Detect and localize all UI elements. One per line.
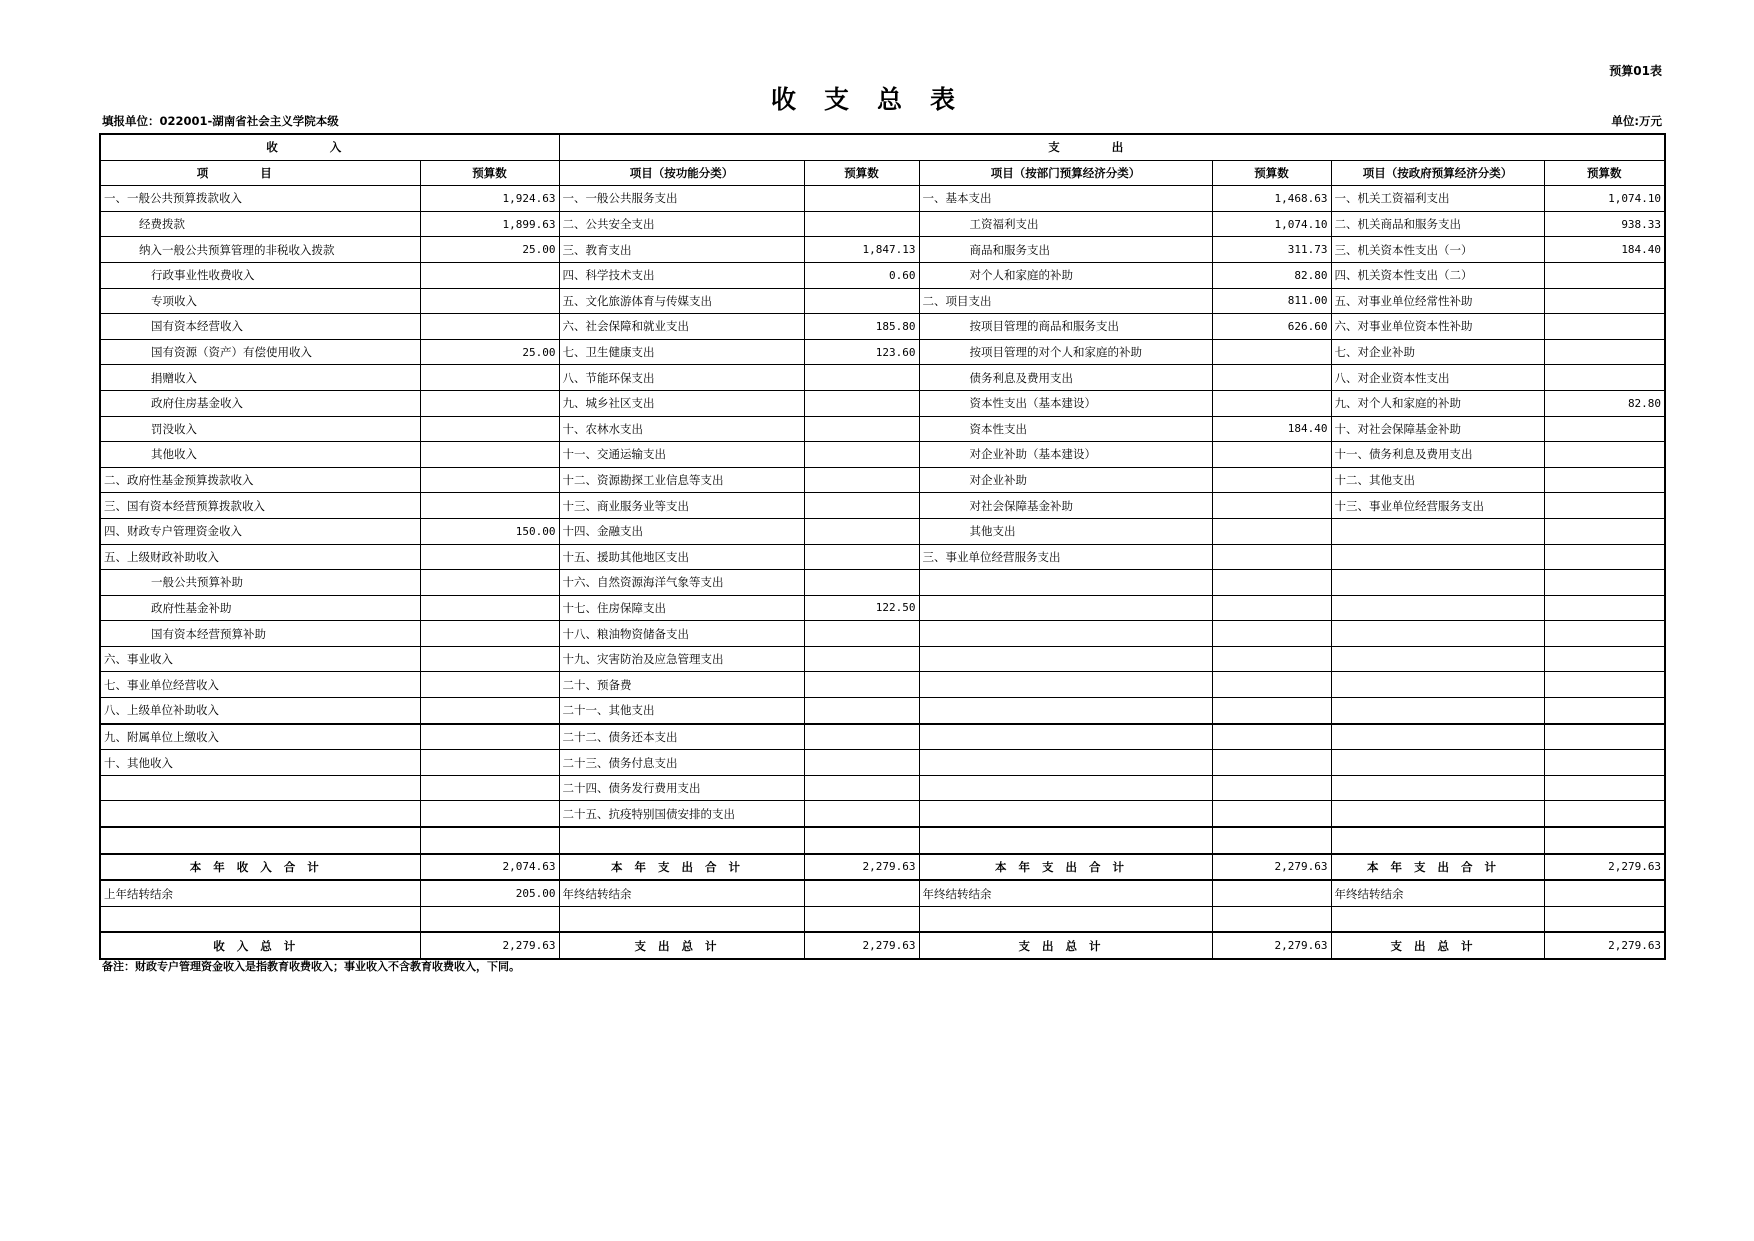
cell-income-amount <box>420 801 559 827</box>
carryover-row <box>100 880 1665 906</box>
cell-income-amount <box>420 775 559 801</box>
cell-dept-econ-amount <box>1212 880 1331 906</box>
cell-dept-econ-item: 年终结转结余 <box>919 880 1212 906</box>
cell-income-item: 十、其他收入 <box>100 750 420 776</box>
cell-gov-econ-item <box>1331 698 1544 724</box>
cell-gov-econ-item <box>1331 775 1544 801</box>
table-code: 预算01表 <box>1609 64 1662 78</box>
page-title: 收支总表 <box>770 85 983 114</box>
cell-dept-econ-item: 债务利息及费用支出 <box>919 365 1212 391</box>
cell-income-amount: 25.00 <box>420 237 559 263</box>
cell-gov-econ-amount: 1,074.10 <box>1544 186 1665 212</box>
cell-dept-econ-amount <box>1212 493 1331 519</box>
cell-income-item <box>100 906 420 932</box>
cell-function-item: 十一、交通运输支出 <box>559 442 804 468</box>
cell-function-amount <box>804 906 919 932</box>
grand-total-row <box>100 932 1665 959</box>
cell-dept-econ-amount <box>1212 467 1331 493</box>
cell-gov-econ-amount <box>1544 365 1665 391</box>
cell-gov-econ-amount <box>1544 314 1665 340</box>
cell-function-item <box>559 827 804 854</box>
cell-income-item: 政府住房基金收入 <box>100 390 420 416</box>
cell-gov-econ-item <box>1331 595 1544 621</box>
budget-summary-table <box>99 133 1666 960</box>
cell-function-item: 二十三、债务付息支出 <box>559 750 804 776</box>
cell-function-amount: 2,279.63 <box>804 854 919 881</box>
cell-income-item <box>100 775 420 801</box>
cell-function-item: 十二、资源勘探工业信息等支出 <box>559 467 804 493</box>
table-row <box>100 672 1665 698</box>
cell-function-amount <box>804 365 919 391</box>
cell-income-amount: 205.00 <box>420 880 559 906</box>
cell-dept-econ-amount <box>1212 518 1331 544</box>
cell-gov-econ-item: 十一、债务利息及费用支出 <box>1331 442 1544 468</box>
cell-gov-econ-item: 八、对企业资本性支出 <box>1331 365 1544 391</box>
cell-income-amount <box>420 570 559 596</box>
cell-income-item: 政府性基金补助 <box>100 595 420 621</box>
cell-income-amount <box>420 672 559 698</box>
cell-function-item: 四、科学技术支出 <box>559 262 804 288</box>
cell-function-item: 十六、自然资源海洋气象等支出 <box>559 570 804 596</box>
table-row <box>100 724 1665 750</box>
cell-dept-econ-amount <box>1212 621 1331 647</box>
cell-income-amount <box>420 646 559 672</box>
cell-function-item: 二十五、抗疫特别国债安排的支出 <box>559 801 804 827</box>
cell-dept-econ-item: 对企业补助（基本建设） <box>919 442 1212 468</box>
cell-dept-econ-item: 按项目管理的商品和服务支出 <box>919 314 1212 340</box>
cell-dept-econ-item <box>919 646 1212 672</box>
cell-gov-econ-amount <box>1544 698 1665 724</box>
cell-function-amount <box>804 880 919 906</box>
table-row <box>100 339 1665 365</box>
cell-dept-econ-item: 支出总计 <box>919 932 1212 959</box>
cell-gov-econ-amount <box>1544 544 1665 570</box>
cell-income-item: 罚没收入 <box>100 416 420 442</box>
col-header-gov-econ-amount: 预算数 <box>1544 160 1665 186</box>
cell-function-amount <box>804 724 919 750</box>
cell-income-item: 收入总计 <box>100 932 420 959</box>
cell-income-amount <box>420 442 559 468</box>
cell-income-amount: 150.00 <box>420 518 559 544</box>
cell-function-item: 三、教育支出 <box>559 237 804 263</box>
cell-gov-econ-amount: 2,279.63 <box>1544 854 1665 881</box>
cell-gov-econ-amount <box>1544 621 1665 647</box>
cell-gov-econ-item: 本年支出合计 <box>1331 854 1544 881</box>
cell-function-item: 六、社会保障和就业支出 <box>559 314 804 340</box>
cell-dept-econ-amount <box>1212 801 1331 827</box>
cell-gov-econ-amount <box>1544 493 1665 519</box>
cell-dept-econ-item: 工资福利支出 <box>919 211 1212 237</box>
cell-income-amount <box>420 467 559 493</box>
table-row <box>100 416 1665 442</box>
cell-function-item: 二十、预备费 <box>559 672 804 698</box>
cell-gov-econ-item: 五、对事业单位经常性补助 <box>1331 288 1544 314</box>
table-row <box>100 698 1665 724</box>
cell-income-amount <box>420 288 559 314</box>
cell-function-item: 十五、援助其他地区支出 <box>559 544 804 570</box>
table-row <box>100 467 1665 493</box>
cell-function-item: 十四、金融支出 <box>559 518 804 544</box>
cell-function-item: 九、城乡社区支出 <box>559 390 804 416</box>
table-row <box>100 211 1665 237</box>
cell-gov-econ-amount: 2,279.63 <box>1544 932 1665 959</box>
table-row <box>100 646 1665 672</box>
table-row <box>100 493 1665 519</box>
cell-dept-econ-amount: 2,279.63 <box>1212 854 1331 881</box>
cell-dept-econ-amount <box>1212 570 1331 596</box>
year-total-row <box>100 854 1665 881</box>
cell-income-amount: 2,074.63 <box>420 854 559 881</box>
cell-function-item: 本年支出合计 <box>559 854 804 881</box>
cell-dept-econ-amount: 811.00 <box>1212 288 1331 314</box>
table-row <box>100 365 1665 391</box>
cell-dept-econ-amount: 626.60 <box>1212 314 1331 340</box>
cell-dept-econ-amount: 1,468.63 <box>1212 186 1331 212</box>
table-row <box>100 442 1665 468</box>
cell-income-amount: 1,899.63 <box>420 211 559 237</box>
cell-dept-econ-amount <box>1212 442 1331 468</box>
cell-gov-econ-item <box>1331 724 1544 750</box>
cell-function-amount: 2,279.63 <box>804 932 919 959</box>
cell-gov-econ-item: 年终结转结余 <box>1331 880 1544 906</box>
table-row <box>100 262 1665 288</box>
cell-dept-econ-amount <box>1212 365 1331 391</box>
col-header-dept-econ-item: 项目（按部门预算经济分类） <box>919 160 1212 186</box>
cell-gov-econ-item: 九、对个人和家庭的补助 <box>1331 390 1544 416</box>
cell-dept-econ-item: 对社会保障基金补助 <box>919 493 1212 519</box>
cell-function-amount <box>804 288 919 314</box>
cell-dept-econ-item: 对企业补助 <box>919 467 1212 493</box>
col-header-function-amount: 预算数 <box>804 160 919 186</box>
cell-dept-econ-amount: 184.40 <box>1212 416 1331 442</box>
cell-dept-econ-item <box>919 672 1212 698</box>
cell-gov-econ-item: 十三、事业单位经营服务支出 <box>1331 493 1544 519</box>
cell-income-amount <box>420 698 559 724</box>
cell-function-item: 七、卫生健康支出 <box>559 339 804 365</box>
cell-gov-econ-item <box>1331 906 1544 932</box>
currency-unit: 单位:万元 <box>1611 114 1662 128</box>
table-row <box>100 237 1665 263</box>
cell-gov-econ-amount <box>1544 750 1665 776</box>
table-row <box>100 906 1665 932</box>
cell-gov-econ-amount <box>1544 775 1665 801</box>
cell-income-amount <box>420 365 559 391</box>
col-header-income-item: 项目 <box>100 160 420 186</box>
cell-income-item: 国有资源（资产）有偿使用收入 <box>100 339 420 365</box>
cell-function-item: 支出总计 <box>559 932 804 959</box>
cell-dept-econ-item <box>919 801 1212 827</box>
cell-gov-econ-item <box>1331 672 1544 698</box>
cell-gov-econ-amount <box>1544 724 1665 750</box>
cell-income-item <box>100 801 420 827</box>
cell-dept-econ-item <box>919 906 1212 932</box>
cell-gov-econ-item <box>1331 801 1544 827</box>
cell-dept-econ-amount <box>1212 544 1331 570</box>
cell-gov-econ-item <box>1331 750 1544 776</box>
cell-dept-econ-amount: 2,279.63 <box>1212 932 1331 959</box>
cell-function-amount <box>804 698 919 724</box>
table-row <box>100 801 1665 827</box>
table-row <box>100 186 1665 212</box>
cell-function-item: 十九、灾害防治及应急管理支出 <box>559 646 804 672</box>
cell-income-item <box>100 827 420 854</box>
cell-income-item: 一般公共预算补助 <box>100 570 420 596</box>
table-row <box>100 544 1665 570</box>
cell-income-item: 七、事业单位经营收入 <box>100 672 420 698</box>
cell-income-item: 九、附属单位上缴收入 <box>100 724 420 750</box>
cell-dept-econ-item: 其他支出 <box>919 518 1212 544</box>
cell-income-amount <box>420 621 559 647</box>
cell-function-amount <box>804 493 919 519</box>
cell-income-amount <box>420 493 559 519</box>
cell-dept-econ-amount: 1,074.10 <box>1212 211 1331 237</box>
cell-gov-econ-amount <box>1544 906 1665 932</box>
cell-function-item: 二十一、其他支出 <box>559 698 804 724</box>
cell-income-amount <box>420 314 559 340</box>
cell-function-amount <box>804 442 919 468</box>
cell-gov-econ-item <box>1331 570 1544 596</box>
group-header-row <box>100 134 1665 160</box>
cell-function-item: 十、农林水支出 <box>559 416 804 442</box>
cell-income-item: 六、事业收入 <box>100 646 420 672</box>
cell-income-amount <box>420 595 559 621</box>
cell-dept-econ-item <box>919 750 1212 776</box>
cell-income-item: 上年结转结余 <box>100 880 420 906</box>
cell-function-item: 二十四、债务发行费用支出 <box>559 775 804 801</box>
cell-gov-econ-amount <box>1544 288 1665 314</box>
cell-dept-econ-item: 二、项目支出 <box>919 288 1212 314</box>
cell-gov-econ-item: 四、机关资本性支出（二） <box>1331 262 1544 288</box>
cell-income-amount <box>420 906 559 932</box>
cell-dept-econ-amount <box>1212 827 1331 854</box>
cell-function-amount <box>804 672 919 698</box>
income-group-label: 收入 <box>266 140 394 155</box>
table-row <box>100 621 1665 647</box>
table-row <box>100 390 1665 416</box>
cell-income-item: 一、一般公共预算拨款收入 <box>100 186 420 212</box>
col-header-function-item: 项目（按功能分类） <box>559 160 804 186</box>
cell-dept-econ-amount <box>1212 775 1331 801</box>
cell-function-amount <box>804 544 919 570</box>
cell-gov-econ-item: 支出总计 <box>1331 932 1544 959</box>
cell-income-item: 纳入一般公共预算管理的非税收入拨款 <box>100 237 420 263</box>
cell-gov-econ-item: 六、对事业单位资本性补助 <box>1331 314 1544 340</box>
cell-gov-econ-item: 十、对社会保障基金补助 <box>1331 416 1544 442</box>
cell-dept-econ-amount <box>1212 906 1331 932</box>
cell-function-amount <box>804 211 919 237</box>
table-row <box>100 750 1665 776</box>
cell-gov-econ-amount <box>1544 595 1665 621</box>
cell-gov-econ-item: 一、机关工资福利支出 <box>1331 186 1544 212</box>
cell-gov-econ-amount <box>1544 442 1665 468</box>
cell-gov-econ-amount <box>1544 880 1665 906</box>
cell-function-amount: 0.60 <box>804 262 919 288</box>
cell-function-amount <box>804 390 919 416</box>
cell-gov-econ-amount <box>1544 646 1665 672</box>
cell-income-item: 四、财政专户管理资金收入 <box>100 518 420 544</box>
cell-income-item: 国有资本经营预算补助 <box>100 621 420 647</box>
cell-dept-econ-item: 按项目管理的对个人和家庭的补助 <box>919 339 1212 365</box>
table-row <box>100 314 1665 340</box>
cell-income-item: 捐赠收入 <box>100 365 420 391</box>
cell-gov-econ-amount <box>1544 339 1665 365</box>
cell-gov-econ-item: 三、机关资本性支出（一） <box>1331 237 1544 263</box>
cell-income-amount: 25.00 <box>420 339 559 365</box>
cell-gov-econ-amount: 938.33 <box>1544 211 1665 237</box>
column-header-row <box>100 160 1665 186</box>
cell-function-amount <box>804 775 919 801</box>
cell-dept-econ-amount <box>1212 595 1331 621</box>
income-group-header <box>100 134 559 160</box>
reporting-unit: 填报单位：022001-湖南省社会主义学院本级 <box>102 114 339 128</box>
cell-function-amount: 185.80 <box>804 314 919 340</box>
cell-income-item: 专项收入 <box>100 288 420 314</box>
cell-dept-econ-amount: 311.73 <box>1212 237 1331 263</box>
cell-income-amount <box>420 750 559 776</box>
cell-dept-econ-amount: 82.80 <box>1212 262 1331 288</box>
cell-gov-econ-item <box>1331 621 1544 647</box>
cell-income-amount <box>420 724 559 750</box>
cell-function-amount <box>804 621 919 647</box>
table-row <box>100 518 1665 544</box>
cell-function-amount: 122.50 <box>804 595 919 621</box>
cell-gov-econ-amount: 82.80 <box>1544 390 1665 416</box>
cell-function-amount <box>804 801 919 827</box>
footnote: 备注：财政专户管理资金收入是指教育收费收入；事业收入不含教育收费收入，下同。 <box>102 960 520 973</box>
cell-function-item: 十七、住房保障支出 <box>559 595 804 621</box>
cell-gov-econ-item <box>1331 827 1544 854</box>
col-header-income-amount: 预算数 <box>420 160 559 186</box>
cell-dept-econ-amount <box>1212 646 1331 672</box>
cell-dept-econ-amount <box>1212 750 1331 776</box>
table-row <box>100 827 1665 854</box>
cell-income-amount <box>420 544 559 570</box>
cell-income-amount <box>420 262 559 288</box>
cell-gov-econ-amount <box>1544 801 1665 827</box>
cell-income-amount <box>420 827 559 854</box>
cell-gov-econ-amount <box>1544 467 1665 493</box>
table-row <box>100 775 1665 801</box>
col-header-dept-econ-amount: 预算数 <box>1212 160 1331 186</box>
cell-function-amount <box>804 518 919 544</box>
cell-dept-econ-amount <box>1212 672 1331 698</box>
cell-function-amount: 1,847.13 <box>804 237 919 263</box>
cell-gov-econ-amount: 184.40 <box>1544 237 1665 263</box>
cell-function-item: 一、一般公共服务支出 <box>559 186 804 212</box>
cell-gov-econ-item <box>1331 518 1544 544</box>
cell-function-amount: 123.60 <box>804 339 919 365</box>
cell-income-item: 行政事业性收费收入 <box>100 262 420 288</box>
cell-gov-econ-amount <box>1544 262 1665 288</box>
cell-gov-econ-amount <box>1544 672 1665 698</box>
cell-dept-econ-item: 对个人和家庭的补助 <box>919 262 1212 288</box>
cell-income-item: 本年收入合计 <box>100 854 420 881</box>
cell-dept-econ-item <box>919 698 1212 724</box>
cell-dept-econ-amount <box>1212 698 1331 724</box>
cell-dept-econ-amount <box>1212 390 1331 416</box>
cell-dept-econ-amount <box>1212 339 1331 365</box>
expense-group-header <box>559 134 1665 160</box>
cell-dept-econ-amount <box>1212 724 1331 750</box>
cell-income-item: 二、政府性基金预算拨款收入 <box>100 467 420 493</box>
cell-gov-econ-amount <box>1544 827 1665 854</box>
cell-gov-econ-amount <box>1544 570 1665 596</box>
cell-function-amount <box>804 570 919 596</box>
cell-dept-econ-item: 三、事业单位经营服务支出 <box>919 544 1212 570</box>
cell-income-item: 国有资本经营收入 <box>100 314 420 340</box>
cell-function-item: 二、公共安全支出 <box>559 211 804 237</box>
cell-function-item: 十八、粮油物资储备支出 <box>559 621 804 647</box>
col-header-gov-econ-item: 项目（按政府预算经济分类） <box>1331 160 1544 186</box>
cell-function-amount <box>804 416 919 442</box>
cell-function-item: 年终结转结余 <box>559 880 804 906</box>
cell-income-amount: 1,924.63 <box>420 186 559 212</box>
cell-dept-econ-item <box>919 595 1212 621</box>
cell-dept-econ-item <box>919 621 1212 647</box>
cell-gov-econ-item <box>1331 544 1544 570</box>
cell-dept-econ-item: 本年支出合计 <box>919 854 1212 881</box>
cell-gov-econ-item <box>1331 646 1544 672</box>
cell-dept-econ-item: 资本性支出（基本建设） <box>919 390 1212 416</box>
expense-group-label: 支出 <box>1048 140 1176 155</box>
cell-function-item: 八、节能环保支出 <box>559 365 804 391</box>
cell-function-amount <box>804 186 919 212</box>
cell-function-amount <box>804 750 919 776</box>
cell-income-item: 经费拨款 <box>100 211 420 237</box>
cell-dept-econ-item: 商品和服务支出 <box>919 237 1212 263</box>
cell-income-item: 其他收入 <box>100 442 420 468</box>
cell-gov-econ-amount <box>1544 416 1665 442</box>
cell-dept-econ-item <box>919 570 1212 596</box>
cell-income-item: 五、上级财政补助收入 <box>100 544 420 570</box>
cell-gov-econ-item: 二、机关商品和服务支出 <box>1331 211 1544 237</box>
cell-gov-econ-item: 七、对企业补助 <box>1331 339 1544 365</box>
cell-income-amount <box>420 390 559 416</box>
cell-function-item: 五、文化旅游体育与传媒支出 <box>559 288 804 314</box>
cell-function-amount <box>804 646 919 672</box>
cell-dept-econ-item <box>919 775 1212 801</box>
cell-function-amount <box>804 827 919 854</box>
cell-income-item: 八、上级单位补助收入 <box>100 698 420 724</box>
cell-gov-econ-amount <box>1544 518 1665 544</box>
cell-income-amount: 2,279.63 <box>420 932 559 959</box>
cell-function-item <box>559 906 804 932</box>
cell-function-item: 二十二、债务还本支出 <box>559 724 804 750</box>
cell-function-amount <box>804 467 919 493</box>
cell-dept-econ-item: 一、基本支出 <box>919 186 1212 212</box>
table-row <box>100 288 1665 314</box>
table-row <box>100 595 1665 621</box>
table-row <box>100 570 1665 596</box>
cell-dept-econ-item: 资本性支出 <box>919 416 1212 442</box>
cell-dept-econ-item <box>919 827 1212 854</box>
cell-income-item: 三、国有资本经营预算拨款收入 <box>100 493 420 519</box>
cell-gov-econ-item: 十二、其他支出 <box>1331 467 1544 493</box>
cell-function-item: 十三、商业服务业等支出 <box>559 493 804 519</box>
cell-income-amount <box>420 416 559 442</box>
cell-dept-econ-item <box>919 724 1212 750</box>
